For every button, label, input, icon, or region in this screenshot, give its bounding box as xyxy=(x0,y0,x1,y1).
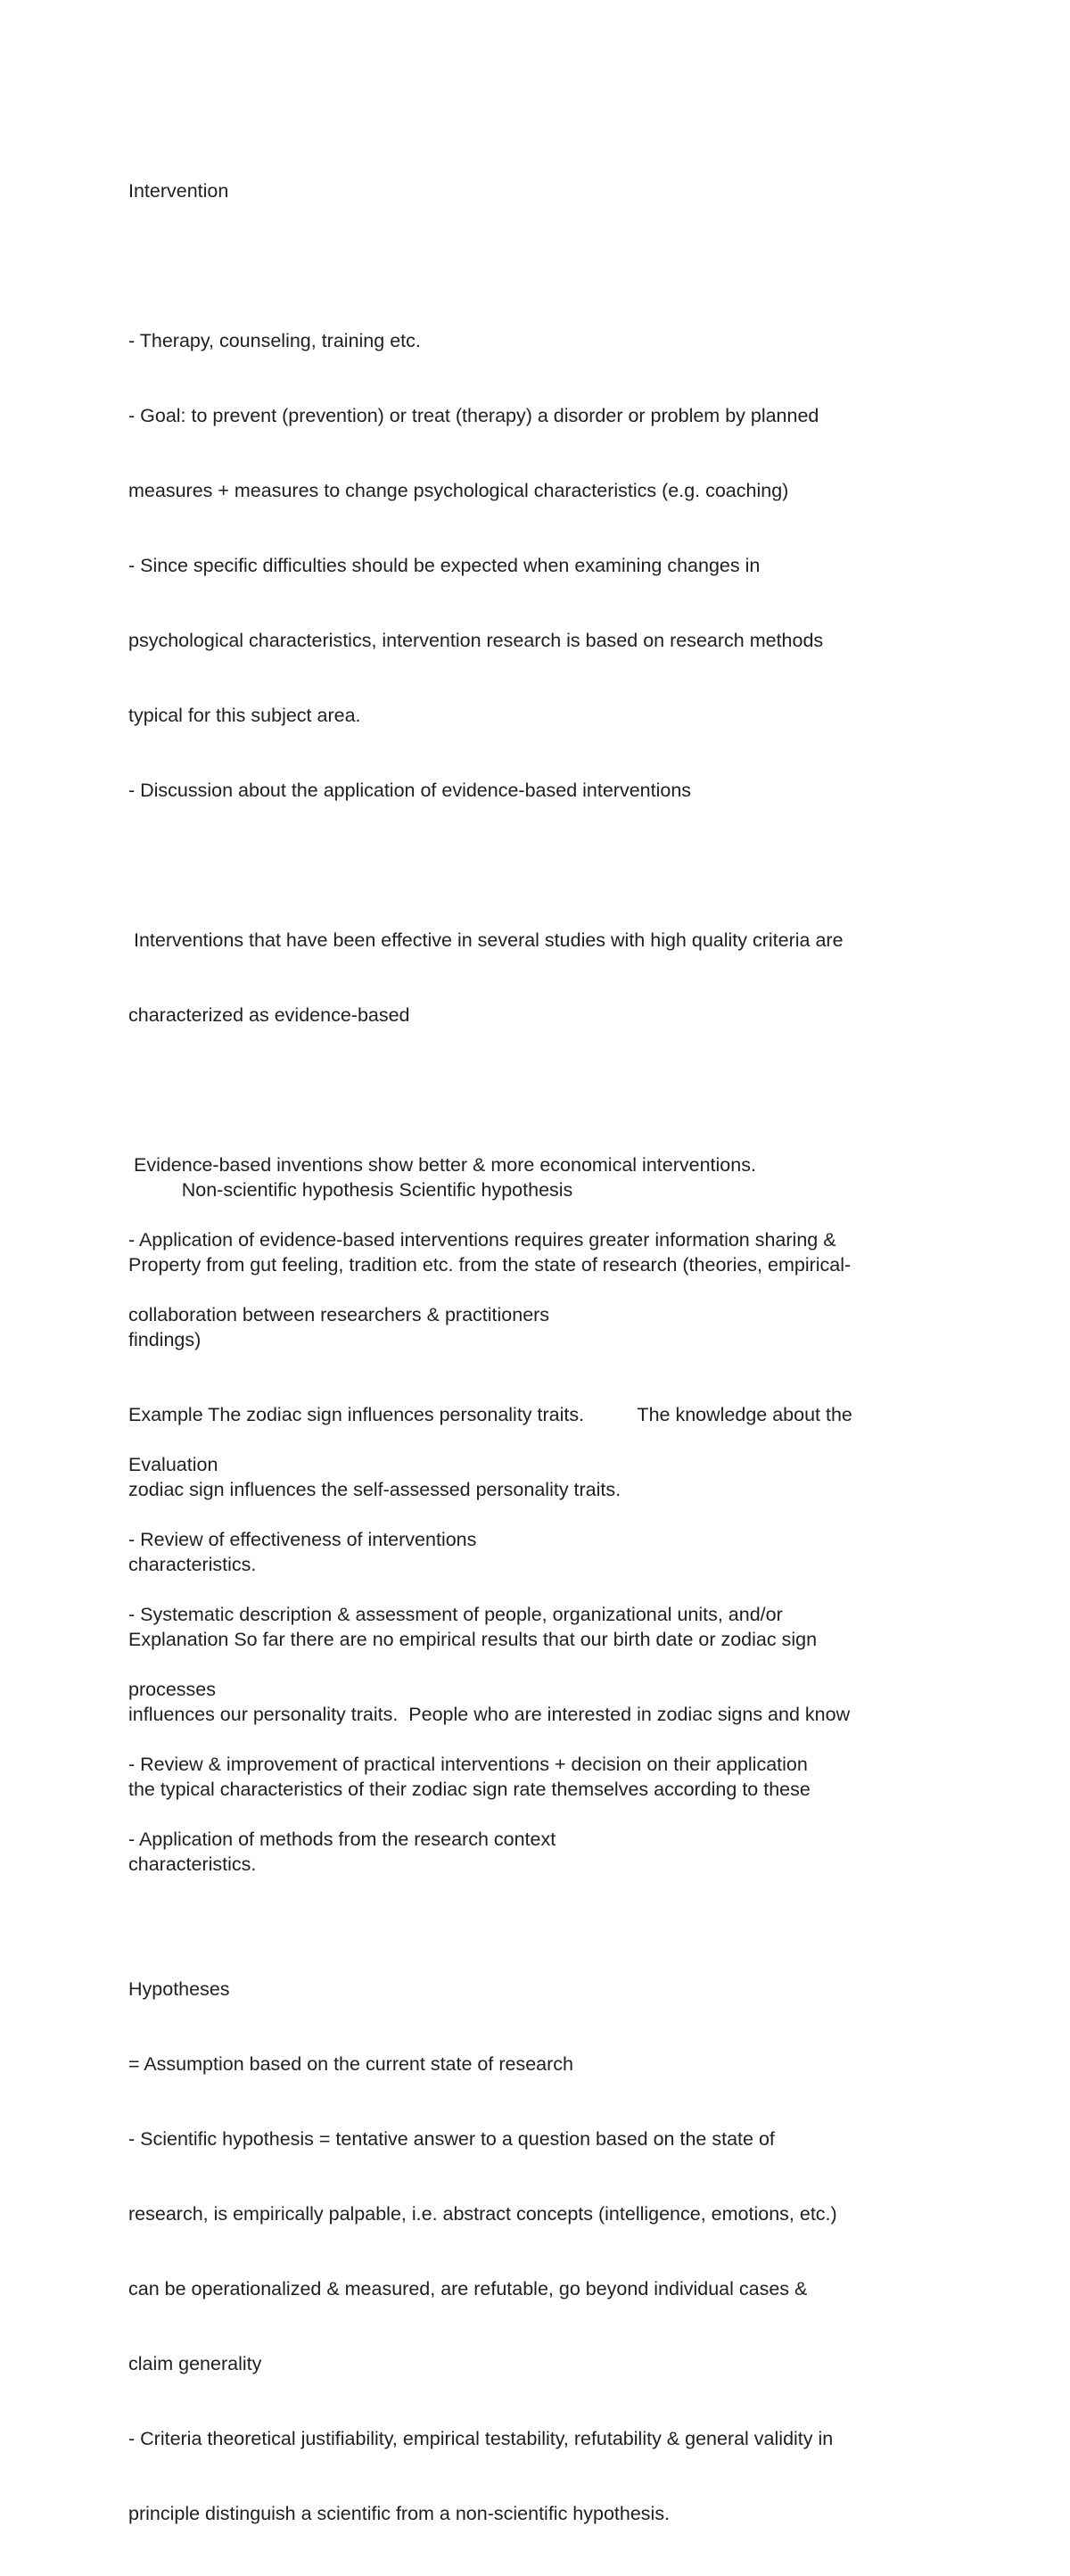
text-line: collaboration between researchers & practitioners xyxy=(128,1304,550,1325)
text-line: can be operationalized & measured, are refutable, go beyond individual cases & xyxy=(128,2278,808,2299)
text-line: - Application of methods from the research context xyxy=(128,1829,556,1850)
text-line: typical for this subject area. xyxy=(128,705,361,726)
comparison-header: Non-scientific hypothesis Scientific hypothesis xyxy=(128,1179,573,1201)
text-line: research, is empirically palpable, i.e. abstract concepts (intelligence, emotions, etc.) xyxy=(128,2203,837,2225)
blank-line xyxy=(128,853,967,878)
blank-line xyxy=(128,253,967,278)
comparison-line: Property from gut feeling, tradition etc. from the state of research (theories, empirical- xyxy=(128,1254,852,1276)
text-line: - Discussion about the application of evidence-based interventions xyxy=(128,780,692,801)
text-line: - Criteria theoretical justifiability, empirical testability, refutability & general validity in xyxy=(128,2428,834,2449)
text-line: Evidence-based inventions show better & more economical interventions. xyxy=(128,1154,756,1176)
text-line: - Application of evidence-based interventions requires greater information sharing & xyxy=(128,1229,836,1251)
comparison-line: findings) xyxy=(128,1329,202,1350)
heading-evaluation: Evaluation xyxy=(128,1454,218,1475)
text-line: = Assumption based on the current state of research xyxy=(128,2053,573,2075)
text-line: principle distinguish a scientific from a non-scientific hypothesis. xyxy=(128,2503,671,2524)
text-line: - Goal: to prevent (prevention) or treat (therapy) a disorder or problem by planned xyxy=(128,405,819,426)
heading-hypotheses: Hypotheses xyxy=(128,1978,230,2000)
comparison-line: Explanation So far there are no empirical results that our birth date or zodiac sign xyxy=(128,1629,818,1650)
comparison-line: zodiac sign influences the self-assessed personality traits. xyxy=(128,1479,621,1500)
text-line: - Therapy, counseling, training etc. xyxy=(128,330,421,351)
text-line: claim generality xyxy=(128,2353,262,2374)
blank-line xyxy=(128,1077,967,1102)
comparison-line: characteristics. xyxy=(128,1854,257,1875)
text-line: - Review & improvement of practical interventions + decision on their application xyxy=(128,1754,808,1775)
heading-intervention: Intervention xyxy=(128,180,229,202)
text-line: - Since specific difficulties should be expected when examining changes in xyxy=(128,555,761,576)
text-line: characterized as evidence-based xyxy=(128,1004,410,1026)
text-line: psychological characteristics, intervention research is based on research methods xyxy=(128,630,824,651)
comparison-line: Example The zodiac sign influences personality traits. The knowledge about the xyxy=(128,1404,852,1425)
text-line: - Review of effectiveness of interventions xyxy=(128,1529,477,1550)
comparison-line: characteristics. xyxy=(128,1554,257,1575)
comparison-line: influences our personality traits. People who are interested in zodiac signs and know xyxy=(128,1704,851,1725)
text-line: - Systematic description & assessment of people, organizational units, and/or xyxy=(128,1604,783,1625)
text-line: measures + measures to change psychological characteristics (e.g. coaching) xyxy=(128,480,789,501)
comparison-line: the typical characteristics of their zodiac sign rate themselves according to these xyxy=(128,1779,811,1800)
text-line: processes xyxy=(128,1679,216,1700)
hypothesis-comparison-text xyxy=(128,1127,967,1927)
text-line: Interventions that have been effective in several studies with high quality criteria are xyxy=(128,929,844,951)
text-line: - Scientific hypothesis = tentative answer to a question based on the state of xyxy=(128,2128,775,2150)
